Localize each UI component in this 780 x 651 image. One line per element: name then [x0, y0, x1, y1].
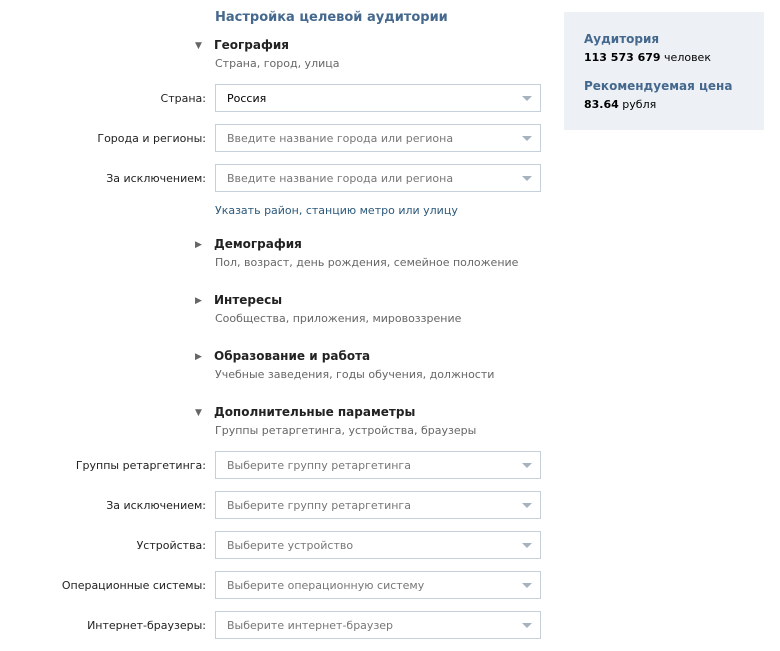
retarget-exclude-label: За исключением: — [106, 499, 206, 512]
caret-down-icon — [522, 623, 532, 628]
section-subtitle: Группы ретаргетинга, устройства, браузеры — [215, 424, 477, 437]
browsers-label: Интернет-браузеры: — [87, 619, 206, 632]
section-title: География — [214, 38, 290, 52]
cities-select[interactable] — [215, 124, 541, 152]
section-title: Дополнительные параметры — [214, 405, 416, 419]
triangle-down-icon: ▼ — [195, 41, 202, 51]
retarget-exclude-placeholder: Выберите группу ретаргетинга — [227, 499, 411, 512]
audience-label: Аудитория — [584, 32, 660, 46]
cities-label: Города и регионы: — [97, 132, 206, 145]
country-label: Страна: — [160, 92, 206, 105]
caret-down-icon — [522, 96, 532, 101]
cities-exclude-placeholder: Введите название города или региона — [227, 172, 454, 185]
retarget-placeholder: Выберите группу ретаргетинга — [227, 459, 411, 472]
os-label: Операционные системы: — [61, 579, 206, 592]
price-unit: рубля — [622, 98, 657, 111]
section-title: Интересы — [214, 293, 283, 307]
browsers-placeholder: Выберите интернет-браузер — [227, 619, 394, 632]
section-interests[interactable] — [195, 293, 515, 327]
caret-down-icon — [522, 136, 532, 141]
price-label: Рекомендуемая цена — [584, 79, 733, 93]
browsers-select[interactable] — [215, 611, 541, 639]
price — [584, 98, 656, 111]
price-value: 83.64 — [584, 98, 619, 111]
audience-count — [584, 51, 711, 64]
section-title: Образование и работа — [214, 349, 371, 363]
cities-placeholder: Введите название города или региона — [227, 132, 454, 145]
caret-down-icon — [522, 583, 532, 588]
devices-select[interactable] — [215, 531, 541, 559]
triangle-down-icon: ▼ — [195, 408, 202, 418]
caret-down-icon — [522, 176, 532, 181]
section-subtitle: Учебные заведения, годы обучения, должности — [215, 368, 495, 381]
caret-down-icon — [522, 543, 532, 548]
country-value: Россия — [227, 92, 267, 105]
section-demography[interactable] — [195, 237, 519, 271]
retarget-select[interactable] — [215, 451, 541, 479]
section-geography[interactable] — [195, 38, 515, 72]
os-select[interactable] — [215, 571, 541, 599]
devices-label: Устройства: — [136, 539, 206, 552]
triangle-right-icon: ▶ — [195, 352, 202, 362]
devices-placeholder: Выберите устройство — [227, 539, 354, 552]
section-education[interactable] — [195, 349, 515, 383]
retarget-label: Группы ретаргетинга: — [75, 459, 206, 472]
triangle-right-icon: ▶ — [195, 296, 202, 306]
page-title: Настройка целевой аудитории — [215, 10, 448, 25]
retarget-exclude-select[interactable] — [215, 491, 541, 519]
caret-down-icon — [522, 463, 532, 468]
section-subtitle: Пол, возраст, день рождения, семейное положение — [215, 256, 519, 269]
audience-value: 113 573 679 — [584, 51, 661, 64]
os-placeholder: Выберите операционную систему — [227, 579, 425, 592]
section-additional[interactable] — [195, 405, 515, 439]
country-select[interactable] — [215, 84, 541, 112]
cities-exclude-label: За исключением: — [106, 172, 206, 185]
audience-summary-panel — [564, 12, 764, 130]
cities-exclude-select[interactable] — [215, 164, 541, 192]
section-subtitle: Страна, город, улица — [215, 57, 340, 70]
section-title: Демография — [214, 237, 302, 251]
caret-down-icon — [522, 503, 532, 508]
section-subtitle: Сообщества, приложения, мировоззрение — [215, 312, 462, 325]
audience-unit: человек — [664, 51, 711, 64]
triangle-right-icon: ▶ — [195, 240, 202, 250]
specify-district-link[interactable]: Указать район, станцию метро или улицу — [215, 204, 458, 217]
